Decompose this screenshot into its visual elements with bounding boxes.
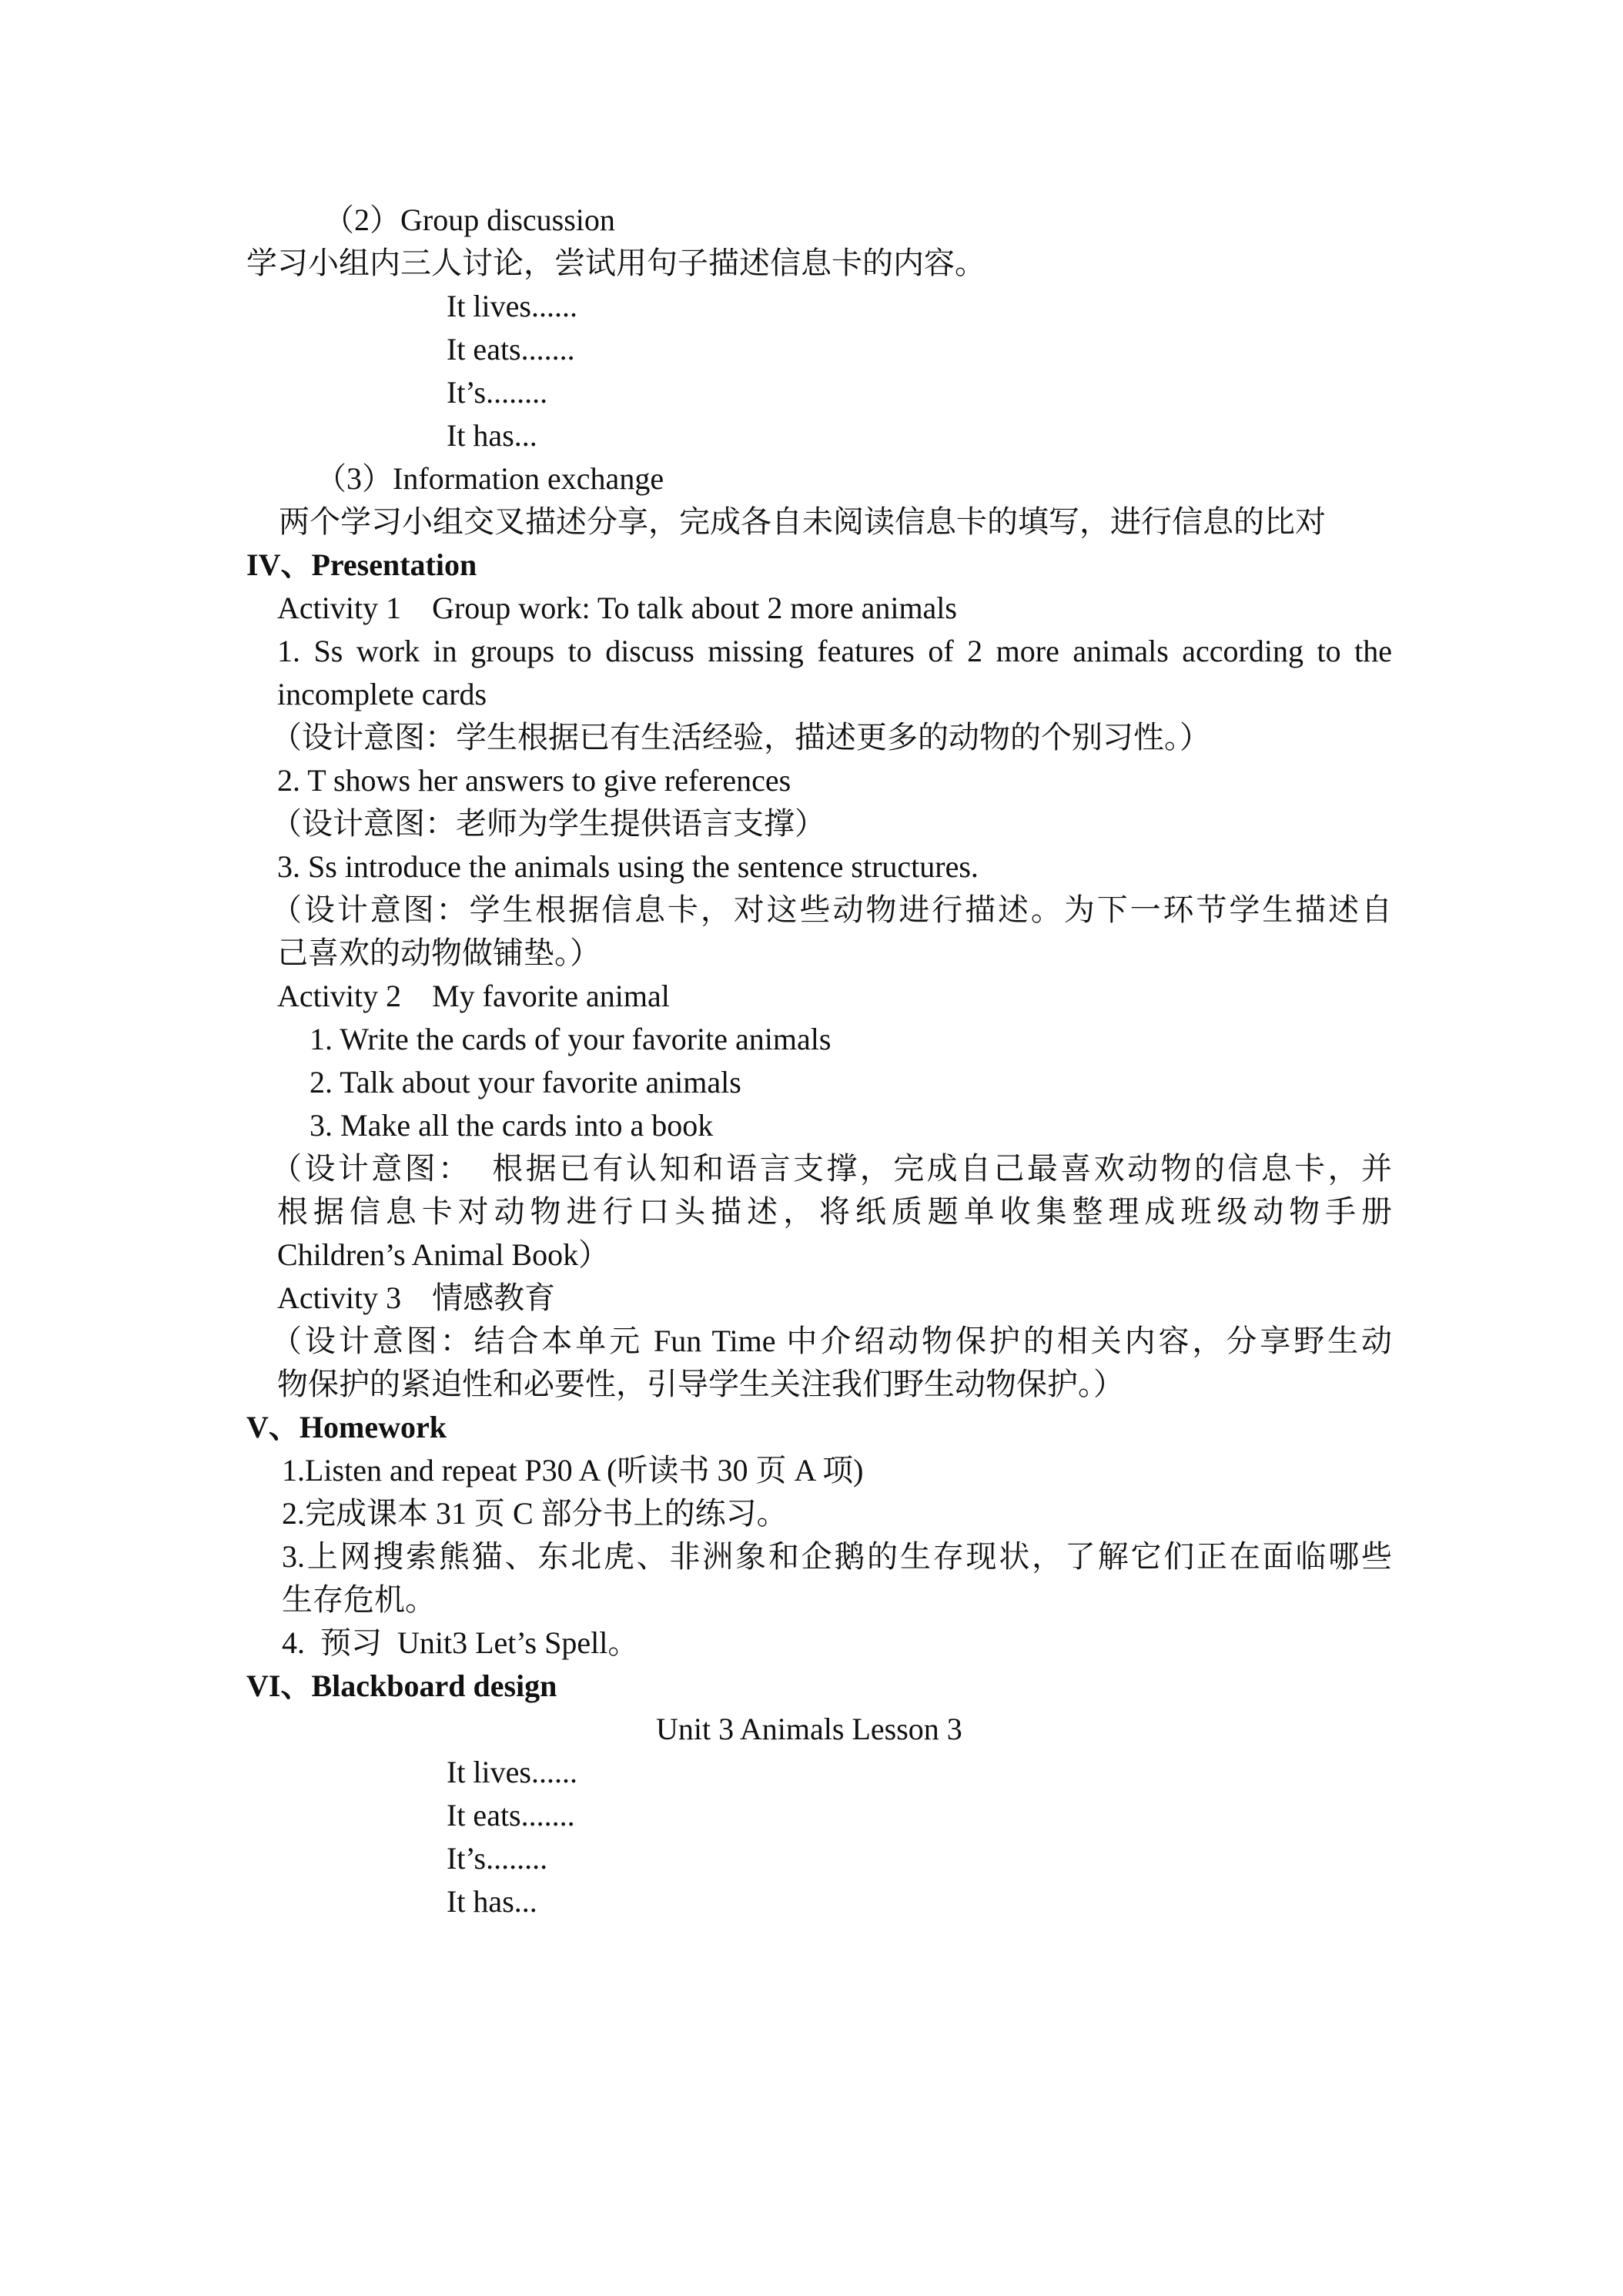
activity-1-title: Activity 1 Group work: To talk about 2 more animals (277, 591, 957, 625)
activity-1-item-1: 1. Ss work in groups to discuss missing features of 2 more animals according to the (277, 634, 1392, 668)
activity-1-design-note-3: （设计意图：学生根据信息卡，对这些动物进行描述。为下一环节学生描述自 (271, 892, 1392, 927)
activity-3-design-note: （设计意图：结合本单元 Fun Time 中介绍动物保护的相关内容，分享野生动 (271, 1324, 1392, 1358)
blackboard-title: Unit 3 Animals Lesson 3 (656, 1712, 962, 1746)
activity-1-item-3: 3. Ss introduce the animals using the sentence structures. (277, 849, 979, 884)
blackboard-frame-lives: It lives...... (447, 1755, 577, 1789)
activity-2-step-2: 2. Talk about your favorite animals (310, 1065, 741, 1099)
information-exchange-heading: （3）Information exchange (316, 461, 664, 496)
sentence-frame-is: It’s........ (447, 375, 548, 410)
activity-1-design-note-3-continued: 己喜欢的动物做铺垫。） (277, 935, 601, 970)
blackboard-frame-has: It has... (447, 1884, 537, 1919)
presentation-heading: IV、Presentation (246, 547, 477, 582)
blackboard-frame-is: It’s........ (447, 1841, 548, 1876)
homework-item-1: 1.Listen and repeat P30 A (听读书 30 页 A 项) (282, 1453, 864, 1488)
activity-3-title: Activity 3 情感教育 (277, 1280, 556, 1315)
homework-item-3-continued: 生存危机。 (282, 1582, 436, 1617)
activity-3-design-note-continued: 物保护的紧迫性和必要性，引导学生关注我们野生动物保护。） (277, 1367, 1124, 1401)
blackboard-frame-eats: It eats....... (447, 1798, 575, 1832)
activity-2-design-note: （设计意图： 根据已有认知和语言支撑，完成自己最喜欢动物的信息卡，并 (271, 1151, 1392, 1186)
activity-1-design-note-2: （设计意图：老师为学生提供语言支撑） (271, 806, 825, 841)
blackboard-design-heading: VI、Blackboard design (246, 1668, 557, 1703)
homework-item-2: 2.完成课本 31 页 C 部分书上的练习。 (282, 1496, 788, 1531)
information-exchange-description: 两个学习小组交叉描述分享，完成各自未阅读信息卡的填写，进行信息的比对 (279, 504, 1326, 539)
activity-1-item-1-continued: incomplete cards (277, 677, 487, 711)
homework-item-3: 3.上网搜索熊猫、东北虎、非洲象和企鹅的生存现状，了解它们正在面临哪些 (282, 1539, 1392, 1574)
homework-heading: V、Homework (246, 1410, 447, 1444)
activity-2-step-1: 1. Write the cards of your favorite animals (310, 1022, 832, 1056)
sentence-frame-lives: It lives...... (447, 289, 577, 323)
activity-2-design-note-continued: 根据信息卡对动物进行口头描述，将纸质题单收集整理成班级动物手册 (277, 1194, 1392, 1229)
activity-2-title: Activity 2 My favorite animal (277, 979, 670, 1013)
activity-2-step-3: 3. Make all the cards into a book (310, 1108, 714, 1143)
activity-1-design-note-1: （设计意图：学生根据已有生活经验，描述更多的动物的个别习性。） (271, 720, 1210, 755)
sentence-frame-eats: It eats....... (447, 332, 575, 366)
sentence-frame-has: It has... (447, 418, 537, 453)
homework-item-4: 4. 预习 Unit3 Let’s Spell。 (282, 1625, 639, 1660)
activity-1-item-2: 2. T shows her answers to give references (277, 763, 791, 798)
activity-2-design-note-book-title: Children’s Animal Book） (277, 1237, 610, 1272)
group-discussion-description: 学习小组内三人讨论，尝试用句子描述信息卡的内容。 (246, 246, 986, 280)
group-discussion-heading: （2）Group discussion (323, 202, 615, 237)
